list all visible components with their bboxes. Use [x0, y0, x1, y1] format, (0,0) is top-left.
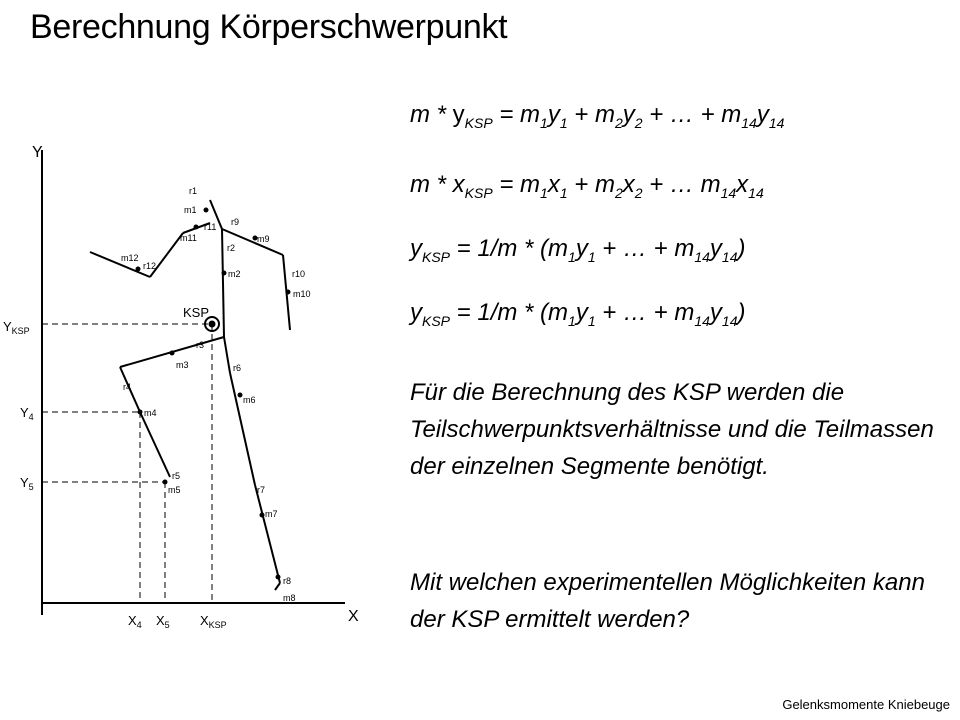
y5-label: $Y_5$ [20, 475, 34, 492]
label-m10: m10 [293, 289, 311, 299]
label-r3: r3 [196, 340, 205, 350]
label-m6: m6 [243, 395, 256, 405]
label-m3: m3 [176, 360, 189, 370]
x-axis-label: X [348, 608, 359, 625]
ksp-marker-center [209, 321, 216, 328]
label-r1: r1 [189, 186, 198, 196]
label-m8: m8 [283, 593, 296, 603]
equation-x-sum: $m * x_{KSP} = m_1x_1 + m_2x_2$ + … $m_{14}x_{14}$ [410, 171, 764, 201]
label-m9: m9 [257, 234, 270, 244]
mass-points [136, 208, 291, 580]
label-m2: m2 [228, 269, 241, 279]
paragraph-requirements: Für die Berechnung des KSP werden die Teilschwerpunktsverhältnisse und die Teilmassen der einzelnen Segmente benötigt. [410, 379, 934, 480]
label-m12: m12 [121, 253, 139, 263]
page-title: Berechnung Körperschwerpunkt [30, 8, 508, 46]
footer-text: Gelenksmomente Kniebeuge [782, 697, 950, 712]
label-r10: r10 [292, 269, 306, 279]
x-ksp-label: $X_{KSP}$ [200, 613, 227, 630]
label-r5: r5 [172, 471, 181, 481]
label-m11: m11 [180, 233, 197, 243]
segment-labels [121, 186, 311, 603]
x5-label: $X_5$ [156, 613, 170, 630]
y4-label: $Y_4$ [20, 405, 34, 422]
label-r12: r12 [143, 261, 157, 271]
stick-figure-diagram [0, 105, 390, 645]
label-r9: r9 [231, 217, 240, 227]
body-segments [90, 200, 290, 590]
label-r6: r6 [233, 363, 242, 373]
x4-label: $X_4$ [128, 613, 142, 630]
equation-y-sum: $m * y_{KSP} = m_1y_1 + m_2y_2$ + … + $m_{14}y_{14}$ [410, 101, 785, 131]
label-r2: r2 [227, 243, 236, 253]
label-m7: m7 [265, 509, 278, 519]
label-r8: r8 [283, 576, 292, 586]
label-m1: m1 [184, 205, 197, 215]
paragraph-question: Mit welchen experimentellen Möglichkeiten kann der KSP ermittelt werden? [410, 569, 925, 633]
label-m5: m5 [168, 485, 181, 495]
label-r11: r11 [204, 222, 217, 232]
equation-y-ksp-2: $y_{KSP} = 1/m * (m_1y_1$ + … + $m_{14}y_{14}$) [410, 299, 746, 329]
label-m4: m4 [144, 408, 157, 418]
y-axis-label: Y [32, 144, 43, 161]
ksp-label: KSP [183, 305, 210, 320]
label-r7: r7 [257, 485, 266, 495]
y-ksp-label: $Y_{KSP}$ [3, 319, 30, 336]
equation-y-ksp-1: $y_{KSP} = 1/m * (m_1y_1$ + … + $m_{14}y_{14}$) [410, 235, 746, 265]
label-r4: r4 [123, 382, 132, 392]
